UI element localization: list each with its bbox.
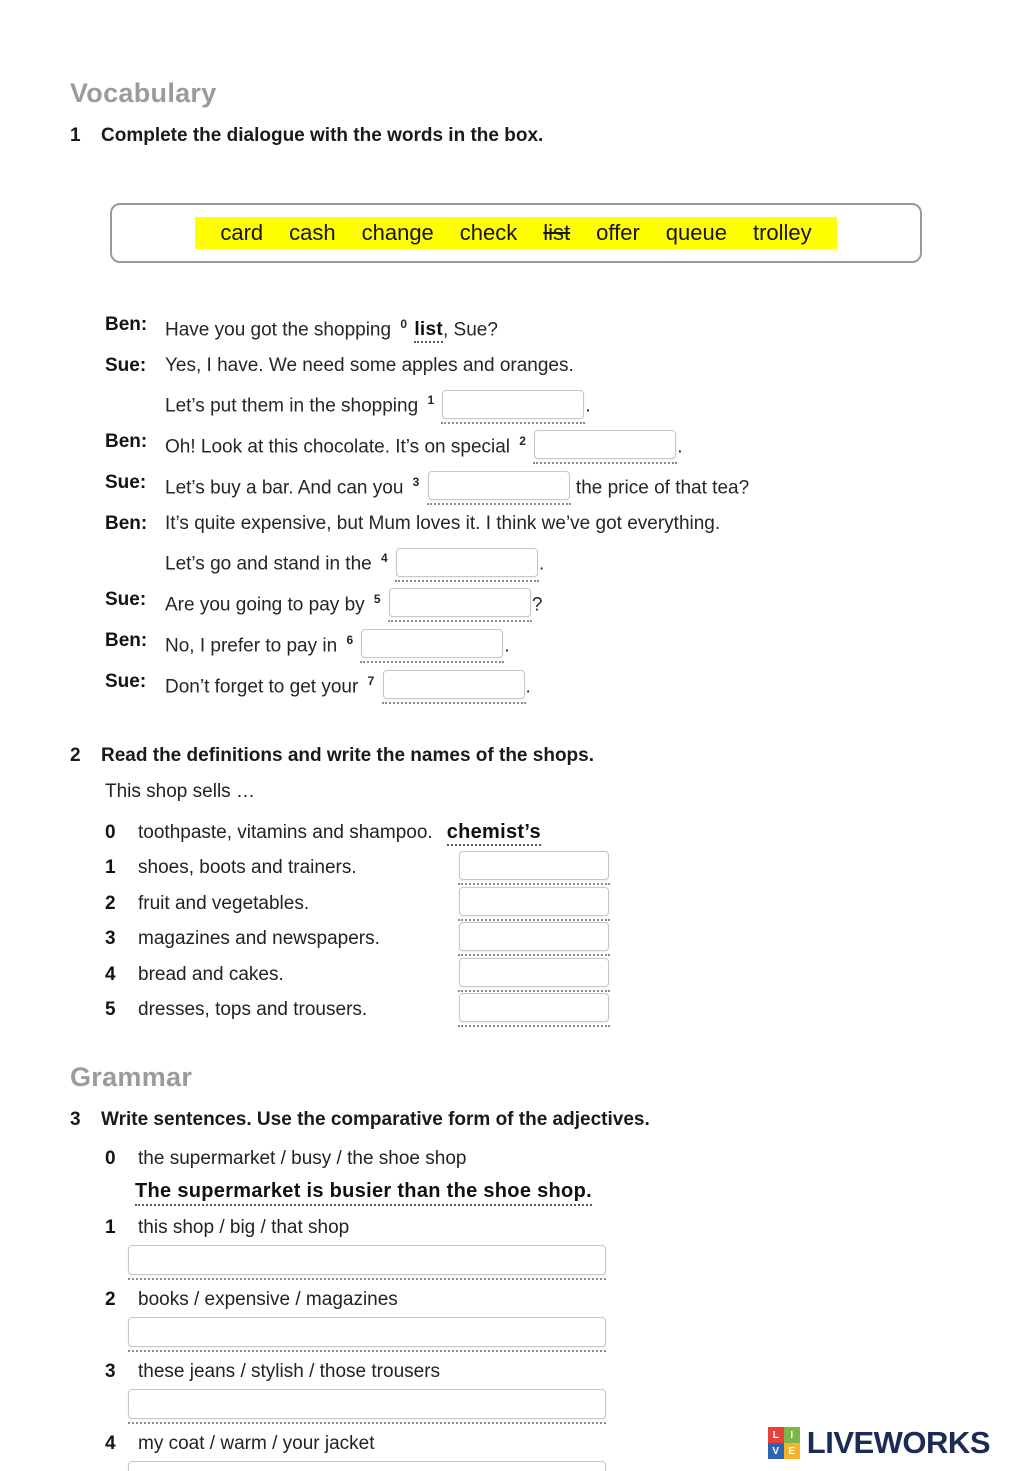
dialogue-line (105, 664, 956, 705)
dialogue-line (105, 506, 956, 542)
definition-text: bread and cakes. (138, 963, 284, 985)
prompt-text: books / expensive / magazines (138, 1288, 398, 1310)
dialogue-blank-input-5[interactable] (389, 588, 531, 617)
sentence-blank-input-1[interactable] (128, 1245, 606, 1275)
dialogue-line (105, 383, 956, 424)
dialogue-text: , Sue? (442, 319, 498, 341)
speaker-label: Ben: (105, 512, 148, 534)
dialogue-text: Are you going to pay by (165, 594, 365, 616)
dialogue-text: . (538, 553, 545, 575)
speaker-label: Ben: (105, 314, 148, 335)
exercise1-number: 1 (70, 125, 81, 146)
shop-blank-input-3[interactable] (459, 922, 609, 951)
word-check: check (459, 220, 518, 245)
blank-wrap-sentence-3 (128, 1389, 606, 1424)
prompt-text: my coat / warm / your jacket (138, 1432, 375, 1454)
item-number: 2 (105, 892, 116, 914)
speaker-label: Sue: (105, 589, 147, 611)
speaker-label: Sue: (105, 670, 147, 692)
definition-text: magazines and newspapers. (138, 928, 380, 950)
exercise2-title: Read the definitions and write the names of the shops. (101, 744, 595, 766)
dialogue-line (105, 582, 956, 623)
logo-cell-i: I (784, 1427, 800, 1443)
dialogue-text: Let’s buy a bar. And can you (165, 477, 404, 499)
grammar-item (105, 1145, 956, 1208)
blank-number-4: 4 (380, 551, 388, 566)
dialogue-blank-input-1[interactable] (442, 390, 584, 419)
dialogue-text: Oh! Look at this chocolate. It’s on special (165, 436, 511, 458)
exercise1-title: Complete the dialogue with the words in the box. (101, 125, 544, 146)
word-offer: offer (596, 220, 640, 245)
grammar-prompt (105, 1358, 956, 1385)
dialogue-blank-input-6[interactable] (361, 629, 503, 658)
blank-wrap-7 (382, 670, 526, 704)
dialogue-line (105, 465, 956, 506)
dialogue-blank-input-2[interactable] (534, 430, 676, 459)
dialogue-line (105, 424, 956, 465)
dialogue-line (105, 623, 956, 664)
speaker-label: Ben: (105, 431, 148, 453)
exercise3-items (105, 1145, 956, 1471)
exercise1-header (70, 125, 956, 147)
item-number: 1 (105, 1216, 116, 1238)
prompt-text: this shop / big / that shop (138, 1216, 350, 1238)
dialogue-text: Don’t forget to get your (165, 676, 359, 698)
grammar-prompt (105, 1286, 956, 1313)
blank-wrap-sentence-1 (128, 1245, 606, 1280)
logo-cell-l: L (768, 1427, 784, 1443)
word-change: change (361, 220, 434, 245)
blank-wrap-sentence-2 (128, 1317, 606, 1352)
exercise2-header (70, 745, 956, 767)
dialogue-text: . (525, 676, 531, 698)
exercise3-title: Write sentences. Use the comparative form of the adjectives. (101, 1108, 650, 1130)
definition-text: fruit and vegetables. (138, 892, 310, 914)
word-strip-highlight (195, 217, 836, 249)
exercise2-section (70, 745, 956, 1028)
blank-wrap-6 (360, 629, 504, 663)
sentence-blank-input-2[interactable] (128, 1317, 606, 1347)
blank-number-5: 5 (373, 592, 381, 607)
logo-cell-e: E (784, 1443, 800, 1459)
word-list-struck: list (543, 220, 571, 245)
exercise2-number: 2 (70, 744, 81, 766)
word-card: card (220, 220, 264, 245)
item-number: 5 (105, 999, 116, 1021)
blank-wrap-shop-5 (458, 993, 610, 1027)
blank-wrap-shop-2 (458, 887, 610, 921)
blank-wrap-shop-3 (458, 922, 610, 956)
definition-text: shoes, boots and trainers. (138, 857, 357, 879)
exercise3-header (70, 1109, 956, 1131)
word-cash: cash (289, 220, 336, 245)
speaker-label: Sue: (105, 354, 147, 376)
blank-number-6: 6 (346, 632, 354, 647)
word-queue: queue (665, 220, 727, 245)
shop-blank-input-1[interactable] (459, 851, 609, 880)
grammar-item (105, 1214, 956, 1280)
example-answer-sentence: The supermarket is busier than the shoe shop. (135, 1180, 592, 1206)
dialogue-blank-input-4[interactable] (396, 548, 538, 577)
dialogue-text: It’s quite expensive, but Mum loves it. I think we’ve got everything. (165, 512, 721, 534)
dialogue-text: . (677, 436, 683, 458)
item-number: 1 (105, 857, 116, 879)
blank-wrap-shop-1 (458, 851, 610, 885)
blank-number-7: 7 (367, 673, 375, 688)
vocabulary-heading: Vocabulary (70, 78, 217, 108)
shop-definition-row (105, 886, 956, 922)
item-number: 3 (105, 1360, 116, 1382)
blank-number-2: 2 (519, 434, 526, 449)
shop-blank-input-4[interactable] (459, 958, 609, 987)
blank-wrap-4 (395, 548, 539, 582)
dialogue-line (105, 348, 956, 384)
item-number: 0 (105, 821, 116, 843)
grammar-item (105, 1286, 956, 1352)
dialogue-blank-input-3[interactable] (428, 471, 570, 500)
dialogue-text: Let’s put them in the shopping (165, 395, 419, 417)
shop-definition-row (105, 957, 956, 993)
item-number: 0 (105, 1147, 116, 1169)
exercise3-number: 3 (70, 1108, 81, 1130)
logo-cell-v: V (768, 1443, 784, 1459)
dialogue-text: . (504, 635, 510, 657)
prompt-text: the supermarket / busy / the shoe shop (138, 1147, 467, 1169)
grammar-section (70, 1062, 956, 1471)
grammar-item (105, 1358, 956, 1424)
dialogue-text: Have you got the shopping (165, 319, 392, 341)
item-number: 4 (105, 963, 116, 985)
speaker-label: Ben: (105, 629, 148, 651)
dialogue-text: No, I prefer to pay in (165, 635, 338, 657)
blank-wrap-5 (388, 588, 532, 622)
brand-text: LIVEWORKS (806, 1425, 990, 1460)
exercise2-intro: This shop sells … (105, 780, 255, 802)
blank-wrap-sentence-4 (128, 1461, 606, 1471)
blank-number-0: 0 (400, 317, 408, 331)
item-number: 2 (105, 1288, 116, 1310)
exercise2-items (105, 815, 956, 1028)
blank-wrap-1 (441, 390, 585, 424)
dialogue-text: Yes, I have. We need some apples and oranges. (165, 354, 574, 376)
blank-number-3: 3 (412, 474, 420, 489)
dialogue-line (105, 541, 956, 582)
example-answer-chemists: chemist’s (447, 821, 541, 846)
blank-wrap-3 (427, 471, 571, 505)
prompt-text: these jeans / stylish / those trousers (138, 1360, 441, 1382)
shop-definition-row (105, 815, 956, 851)
sentence-blank-input-3[interactable] (128, 1389, 606, 1419)
shop-blank-input-5[interactable] (459, 993, 609, 1022)
shop-blank-input-2[interactable] (459, 887, 609, 916)
item-number: 3 (105, 928, 116, 950)
shop-definition-row (105, 992, 956, 1028)
blank-wrap-shop-4 (458, 958, 610, 992)
dialogue-text: the price of that tea? (570, 477, 750, 499)
footer-brand (768, 1425, 990, 1461)
definition-text: dresses, tops and trousers. (138, 999, 368, 1021)
grammar-prompt (105, 1214, 956, 1241)
liveworksheets-logo-icon (768, 1427, 800, 1459)
item-number: 4 (105, 1432, 116, 1454)
definition-text: toothpaste, vitamins and shampoo. (138, 821, 433, 843)
dialogue-blank-input-7[interactable] (383, 670, 525, 699)
sentence-blank-input-4[interactable] (128, 1461, 606, 1471)
dialogue-line (105, 307, 956, 348)
word-trolley: trolley (752, 220, 812, 245)
grammar-prompt (105, 1145, 956, 1172)
blank-wrap-2 (533, 430, 677, 464)
dialogue-text: ? (531, 594, 543, 616)
word-box (110, 203, 922, 263)
dialogue-text: Let’s go and stand in the (165, 553, 372, 575)
example-answer-list: list (414, 319, 443, 343)
shop-definition-row (105, 850, 956, 886)
blank-number-1: 1 (427, 393, 435, 408)
dialogue-text: . (585, 395, 591, 417)
shop-definition-row (105, 921, 956, 957)
speaker-label: Sue: (105, 471, 147, 493)
dialogue (105, 307, 956, 705)
grammar-heading: Grammar (70, 1061, 193, 1092)
